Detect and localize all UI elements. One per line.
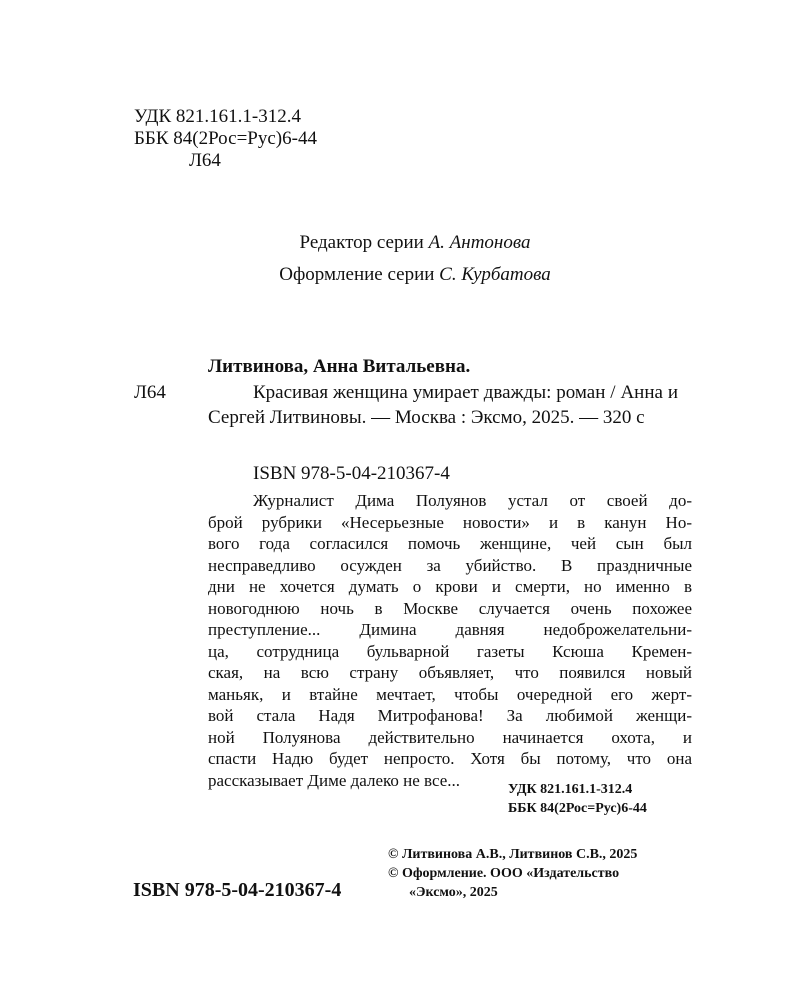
catalog-description: Красивая женщина умирает дважды: роман / Анна и Сергей Литвиновы. — Москва : Эксмо, 2025. — 320 с [208,382,678,428]
copyright-design-cont: «Эксмо», 2025 [409,885,498,900]
annotation-line: ская, на всю страну объявляет, что появился новый [208,663,692,682]
classification-codes-bottom [508,780,647,818]
series-editor-label: Редактор серии [299,232,424,253]
copyright-block [388,845,637,902]
annotation-line: ца, сотрудница бульварной газеты Ксюша Кремен- [208,641,692,661]
author-mark: Л64 [189,150,221,171]
catalog-code: Л64 [134,382,166,403]
annotation-line: дни не хочется думать о крови и смерти, но именно в [208,577,692,596]
copyright-design: © Оформление. ООО «Издательство [388,866,620,881]
udk-code: УДК 821.161.1-312.4 [134,106,301,127]
series-design-label: Оформление серии [279,264,435,285]
series-design-name: С. Курбатова [439,264,551,285]
isbn-bottom: ISBN 978-5-04-210367-4 [133,879,342,901]
udk-code-bottom: УДК 821.161.1-312.4 [508,782,633,797]
annotation-line: ной Полуянова действительно начинается охота, и [208,727,692,747]
annotation-line: вой стала Надя Митрофанова! За любимой женщи- [208,706,692,725]
bbk-code-bottom: ББК 84(2Рос=Рус)6-44 [508,801,647,816]
series-design-credit [0,264,800,286]
bbk-code: ББК 84(2Рос=Рус)6-44 [134,128,317,149]
annotation-line: несправедливо осужден за убийство. В праздничные [208,555,692,575]
copyright-authors: © Литвинова А.В., Литвинов С.В., 2025 [388,847,638,862]
annotation-line: брой рубрики «Несерьезные новости» и в канун Но- [208,512,692,532]
series-editor-name: А. Антонова [428,232,531,253]
catalog-isbn: ISBN 978-5-04-210367-4 [253,463,450,484]
annotation-line: преступление... Димина давняя недоброжелательни- [208,620,692,639]
annotation-line: спасти Надю будет непросто. Хотя бы потому, что она [208,749,692,768]
annotation-paragraph [208,490,692,791]
annotation-line: рассказывает Диме далеко не все... [208,770,461,790]
annotation-line: вого года согласился помочь женщине, чей сын был [208,534,692,553]
catalog-author: Литвинова, Анна Витальевна. [208,356,471,377]
series-editor-credit [0,232,800,254]
annotation-line: Журналист Дима Полуянов устал от своей до- [253,491,692,510]
classification-codes-top [134,106,317,172]
annotation-line: маньяк, и втайне мечтает, чтобы очередной его жерт- [208,684,692,704]
annotation-line: новогоднюю ночь в Москве случается очень похожее [208,598,692,618]
